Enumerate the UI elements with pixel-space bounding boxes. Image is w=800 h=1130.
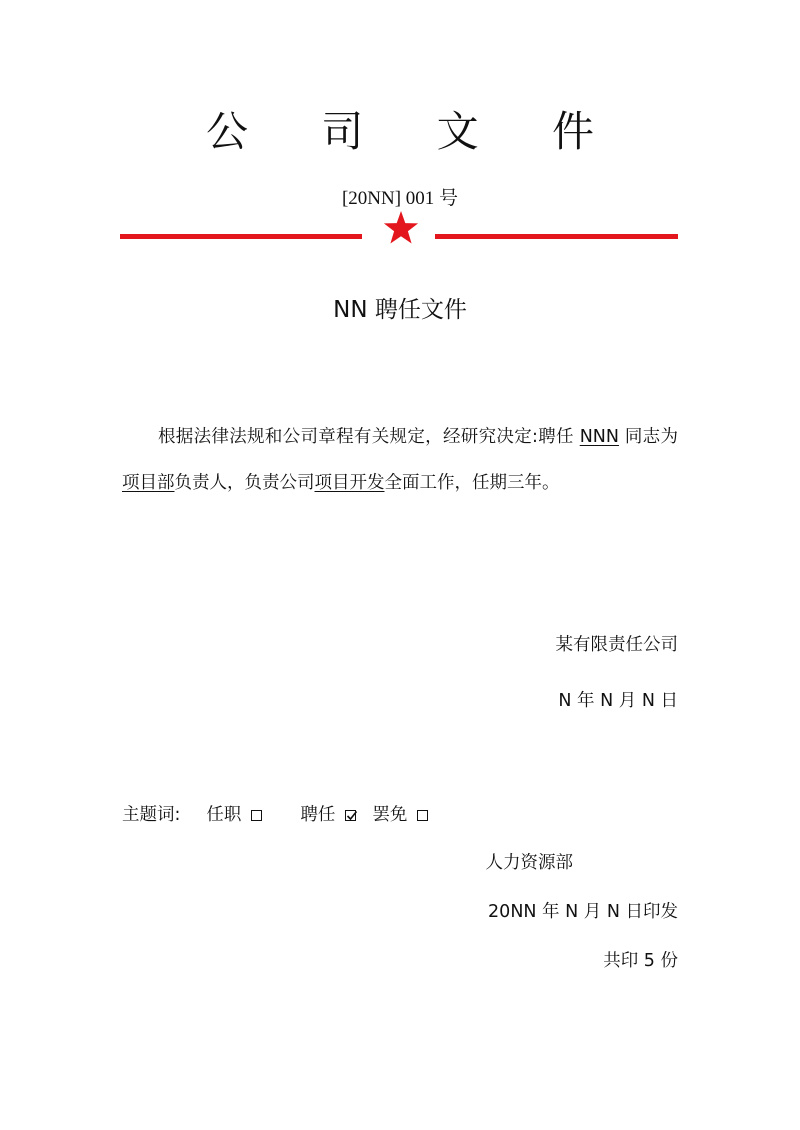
appointee-name: NNN	[579, 427, 619, 447]
document-title: 公 司 文 件	[205, 107, 625, 156]
keyword-label: 罢免	[372, 805, 408, 825]
issuing-department: 人力资源部	[485, 853, 573, 873]
body-text: 负责人，负责公司	[174, 473, 315, 493]
body-text: 全面工作，任期三年。	[384, 473, 560, 493]
signing-company: 某有限责任公司	[555, 635, 678, 655]
keyword-label: 聘任	[300, 805, 336, 825]
star-icon	[382, 209, 420, 247]
document-number: [20NN] 001 号	[341, 188, 459, 209]
work-scope: 项目开发	[314, 473, 385, 493]
checkbox-empty-icon[interactable]	[417, 810, 428, 821]
body-text: 根据法律法规和公司章程有关规定，经研究决定:聘任	[158, 427, 580, 447]
keyword-item	[300, 802, 356, 828]
keyword-item	[206, 802, 262, 828]
issue-date: 20NN 年 N 月 N 日印发	[488, 902, 678, 922]
copies-count: 共印 5 份	[603, 951, 678, 971]
document-subject: NN 聘任文件	[333, 297, 467, 323]
department-name: 项目部	[122, 473, 175, 493]
checkbox-checked-icon[interactable]	[345, 810, 356, 821]
keywords-row	[122, 802, 444, 828]
signing-date: N 年 N 月 N 日	[558, 691, 678, 711]
red-divider-left	[120, 234, 362, 239]
keyword-item	[372, 802, 428, 828]
keyword-label: 任职	[206, 805, 242, 825]
keywords-label: 主题词:	[122, 805, 181, 825]
body-text: 同志为	[618, 427, 678, 447]
body-paragraph	[122, 414, 678, 506]
checkbox-empty-icon[interactable]	[251, 810, 262, 821]
red-divider-right	[435, 234, 678, 239]
